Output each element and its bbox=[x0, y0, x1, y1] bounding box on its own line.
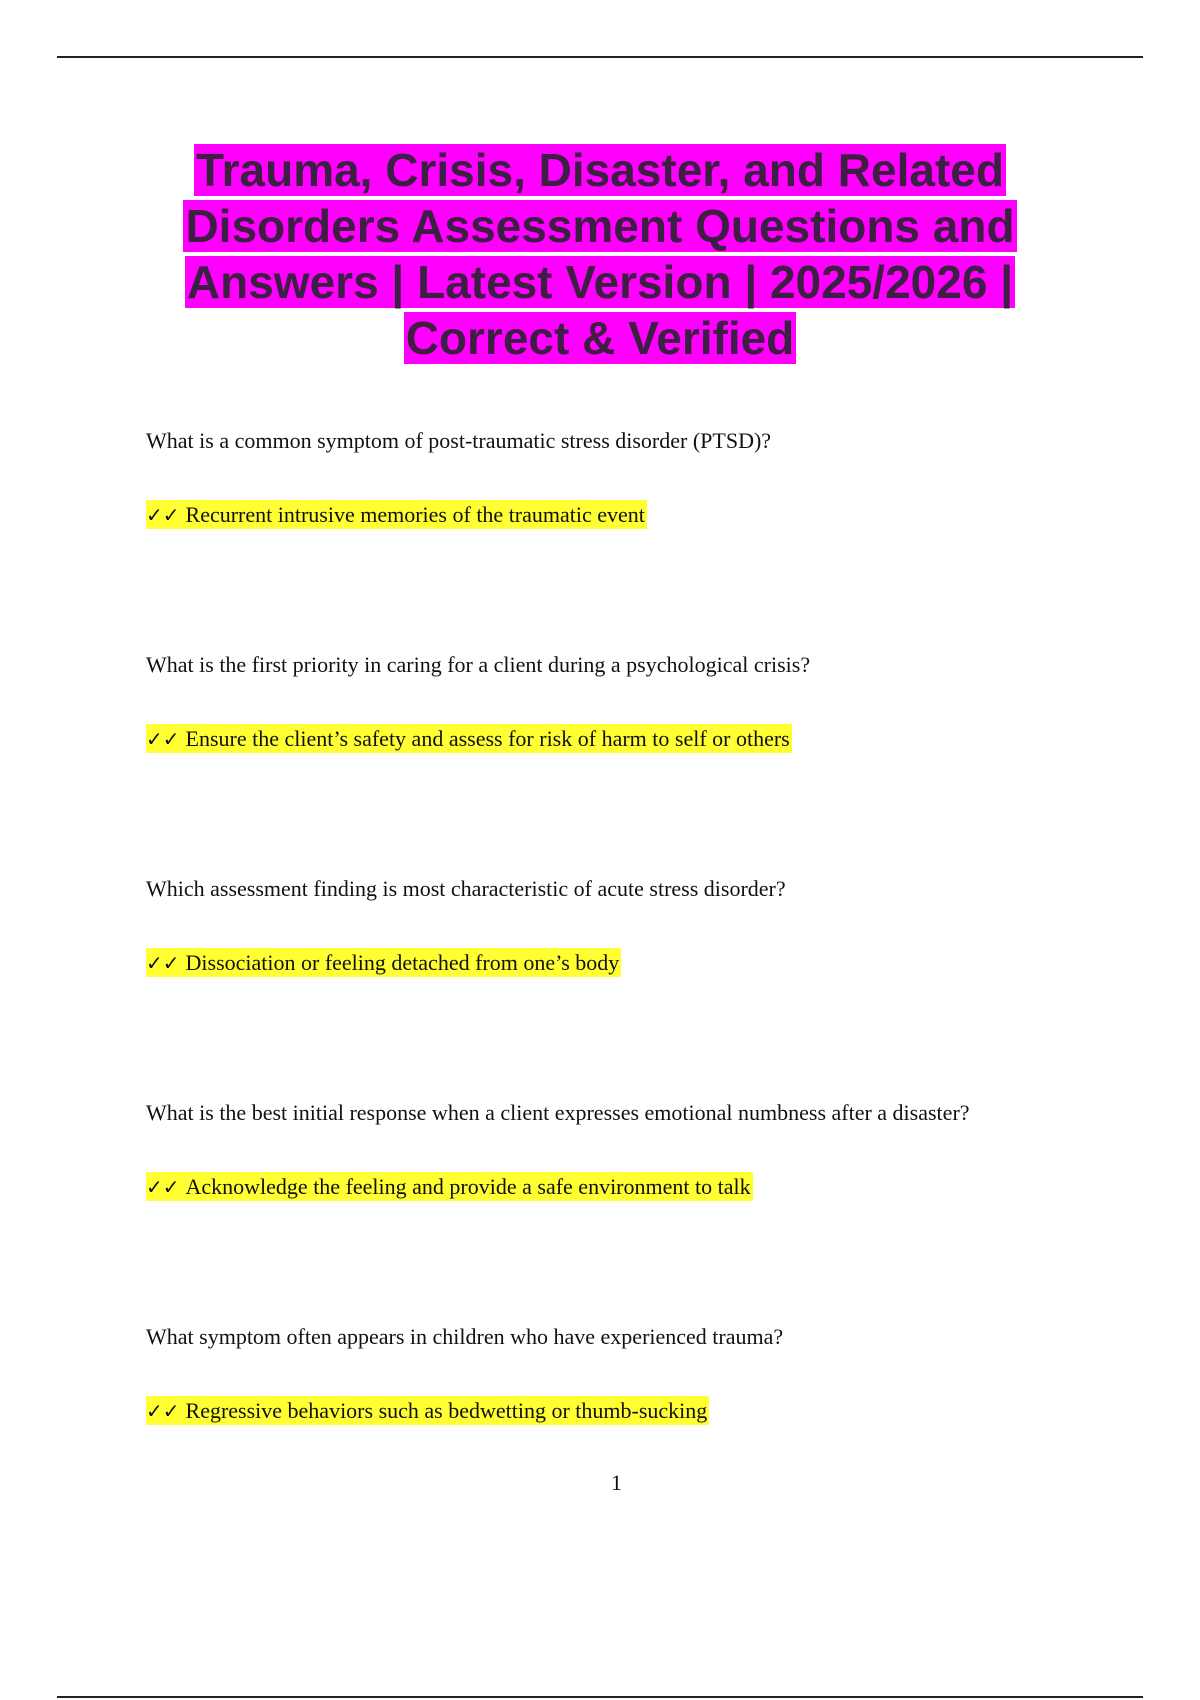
double-check-icon: ✓✓ bbox=[146, 1399, 180, 1423]
answer-line bbox=[146, 1173, 1086, 1201]
answer-text: Ensure the client’s safety and assess for risk of harm to self or others bbox=[185, 726, 790, 751]
answer-text: Dissociation or feeling detached from one’s body bbox=[185, 950, 620, 975]
answer-highlight bbox=[146, 1172, 753, 1201]
answer-highlight bbox=[146, 500, 647, 529]
answer-highlight bbox=[146, 1396, 709, 1425]
title-highlight: Trauma, Crisis, Disaster, and Related Disorders Assessment Questions and Answers | Latest Version | 2025/2026 | Correct & Verified bbox=[185, 144, 1015, 364]
page-number: 1 bbox=[611, 1470, 622, 1495]
answer-text: Recurrent intrusive memories of the traumatic event bbox=[185, 502, 645, 527]
qa-item bbox=[146, 427, 1086, 529]
answer-highlight bbox=[146, 724, 792, 753]
double-check-icon: ✓✓ bbox=[146, 1175, 180, 1199]
question-text: What is a common symptom of post-traumatic stress disorder (PTSD)? bbox=[146, 428, 772, 453]
double-check-icon: ✓✓ bbox=[146, 951, 180, 975]
question-text: What is the first priority in caring for a client during a psychological crisis? bbox=[146, 652, 811, 677]
double-check-icon: ✓✓ bbox=[146, 727, 180, 751]
bottom-rule bbox=[57, 1696, 1143, 1698]
answer-line bbox=[146, 501, 1086, 529]
document-title bbox=[150, 142, 1050, 366]
question-text: What is the best initial response when a client expresses emotional numbness after a disaster? bbox=[146, 1100, 970, 1125]
top-rule bbox=[57, 56, 1143, 58]
qa-item bbox=[146, 875, 1086, 977]
question-text: Which assessment finding is most characteristic of acute stress disorder? bbox=[146, 876, 786, 901]
answer-text: Acknowledge the feeling and provide a safe environment to talk bbox=[185, 1174, 751, 1199]
qa-item bbox=[146, 651, 1086, 753]
question-text: What symptom often appears in children who have experienced trauma? bbox=[146, 1324, 784, 1349]
double-check-icon: ✓✓ bbox=[146, 503, 180, 527]
qa-item bbox=[146, 1323, 1086, 1425]
answer-line bbox=[146, 1397, 1086, 1425]
qa-item bbox=[146, 1099, 1086, 1201]
answer-line bbox=[146, 949, 1086, 977]
answer-text: Regressive behaviors such as bedwetting or thumb-sucking bbox=[185, 1398, 708, 1423]
answer-line bbox=[146, 725, 1086, 753]
answer-highlight bbox=[146, 948, 621, 977]
